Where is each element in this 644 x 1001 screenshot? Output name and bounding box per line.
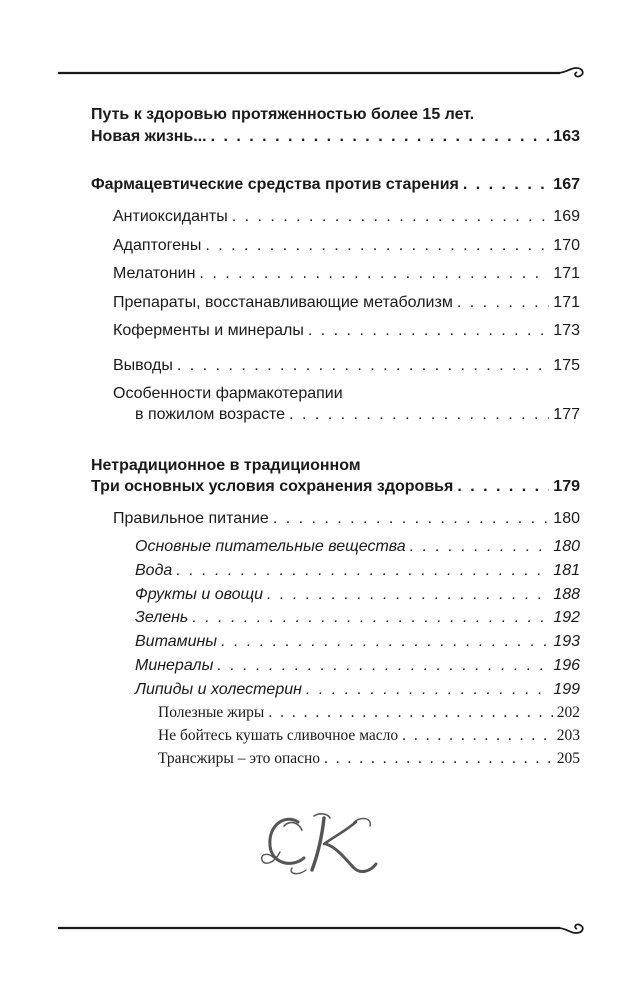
toc-entry-title: Зелень — [135, 609, 189, 626]
toc-entry — [91, 477, 580, 497]
toc-entry-title: Правильное питание — [113, 510, 269, 527]
toc-entry-title: Полезные жиры — [158, 704, 265, 721]
toc-entry-page: 171 — [553, 265, 580, 282]
toc-entry-page: 167 — [553, 176, 580, 193]
publisher-monogram-logo-icon — [258, 808, 388, 880]
toc-entry-title: Адаптогены — [113, 237, 202, 254]
toc-entry-title: Фрукты и овощи — [135, 586, 264, 603]
toc-entry — [158, 703, 580, 723]
toc-entry-page: 192 — [553, 609, 580, 626]
toc-entry-page: 202 — [556, 704, 580, 721]
leader-dots — [232, 207, 550, 227]
toc-entry-page: 196 — [553, 657, 580, 674]
toc-entry — [135, 585, 580, 605]
toc-entry-page: 171 — [553, 294, 580, 311]
toc-entry-title: Коферменты и минералы — [113, 322, 304, 339]
toc-entry-page: 173 — [553, 322, 580, 339]
toc-entry-title: Антиоксиданты — [113, 208, 228, 225]
toc-entry-page: 205 — [556, 750, 580, 767]
toc-entry — [135, 656, 580, 676]
leader-dots — [306, 680, 549, 700]
leader-dots — [308, 321, 549, 341]
toc-entry — [113, 264, 580, 284]
toc-entry-title: Новая жизнь... — [91, 128, 207, 145]
toc-entry-page: 188 — [553, 586, 580, 603]
toc-entry — [158, 749, 580, 769]
leader-dots — [402, 726, 553, 746]
toc-entry-title: Выводы — [113, 357, 173, 374]
toc-entry — [135, 537, 580, 557]
toc-entry-page: 203 — [556, 727, 580, 744]
leader-dots — [177, 356, 549, 376]
toc-entry — [113, 356, 580, 376]
toc-entry-title: Фармацевтические средства против старения — [91, 176, 459, 193]
toc-entry-page: 199 — [553, 681, 580, 698]
toc-entry-title: Минералы — [135, 657, 214, 674]
leader-dots — [324, 749, 553, 769]
toc-entry-page: 181 — [553, 562, 580, 579]
toc-entry-page: 180 — [553, 510, 580, 527]
toc-entry-page: 179 — [553, 478, 580, 495]
toc-entry — [135, 632, 580, 652]
toc-entry — [91, 175, 580, 195]
toc-entry — [135, 608, 580, 628]
leader-dots — [410, 537, 550, 557]
toc-entry-title: Не бойтесь кушать сливочное масло — [158, 727, 399, 744]
toc-entry-title: Препараты, восстанавливающие метаболизм — [113, 294, 453, 311]
toc-entry-title: Мелатонин — [113, 265, 196, 282]
leader-dots — [463, 175, 549, 195]
toc-entry-title: Основные питательные вещества — [135, 538, 406, 555]
toc-entry — [158, 726, 580, 746]
toc-entry-title: Три основных условия сохранения здоровья — [91, 478, 454, 495]
toc-entry-line: Особенности фармакотерапии — [113, 385, 343, 402]
leader-dots — [267, 585, 549, 605]
toc-entry — [113, 207, 580, 227]
toc-entry — [91, 127, 580, 147]
toc-entry — [113, 236, 580, 256]
leader-dots — [211, 127, 550, 147]
toc-entry-page: 169 — [553, 208, 580, 225]
toc-entry-title: Липиды и холестерин — [135, 681, 302, 698]
toc-entry-title: Трансжиры – это опасно — [158, 750, 321, 767]
toc-entry — [113, 321, 580, 341]
leader-dots — [457, 477, 549, 497]
leader-dots — [268, 703, 552, 723]
leader-dots — [457, 293, 549, 313]
leader-dots — [192, 608, 549, 628]
toc-entry — [113, 509, 580, 529]
toc-entry-page: 193 — [553, 633, 580, 650]
bottom-ornament-rule — [58, 919, 590, 937]
leader-dots — [221, 632, 549, 652]
leader-dots — [205, 236, 549, 256]
toc-entry — [135, 680, 580, 700]
toc-entry-title: Вода — [135, 562, 173, 579]
toc-entry-page: 175 — [553, 357, 580, 374]
leader-dots — [273, 509, 549, 529]
toc-entry-title: Витамины — [135, 633, 218, 650]
leader-dots — [217, 656, 549, 676]
toc-entry — [135, 405, 580, 425]
toc-entry — [113, 293, 580, 313]
toc-entry-page: 170 — [553, 237, 580, 254]
toc-entry-page: 180 — [553, 538, 580, 555]
toc-entry-line: Путь к здоровью протяженностью более 15 лет. — [91, 106, 475, 123]
leader-dots — [199, 264, 549, 284]
toc-entry-title: в пожилом возрасте — [135, 406, 286, 423]
toc-entry-line: Нетрадиционное в традиционном — [91, 457, 361, 474]
leader-dots — [289, 405, 549, 425]
leader-dots — [176, 561, 549, 581]
toc-entry-page: 163 — [553, 128, 580, 145]
toc-entry — [135, 561, 580, 581]
toc-entry-page: 177 — [553, 406, 580, 423]
